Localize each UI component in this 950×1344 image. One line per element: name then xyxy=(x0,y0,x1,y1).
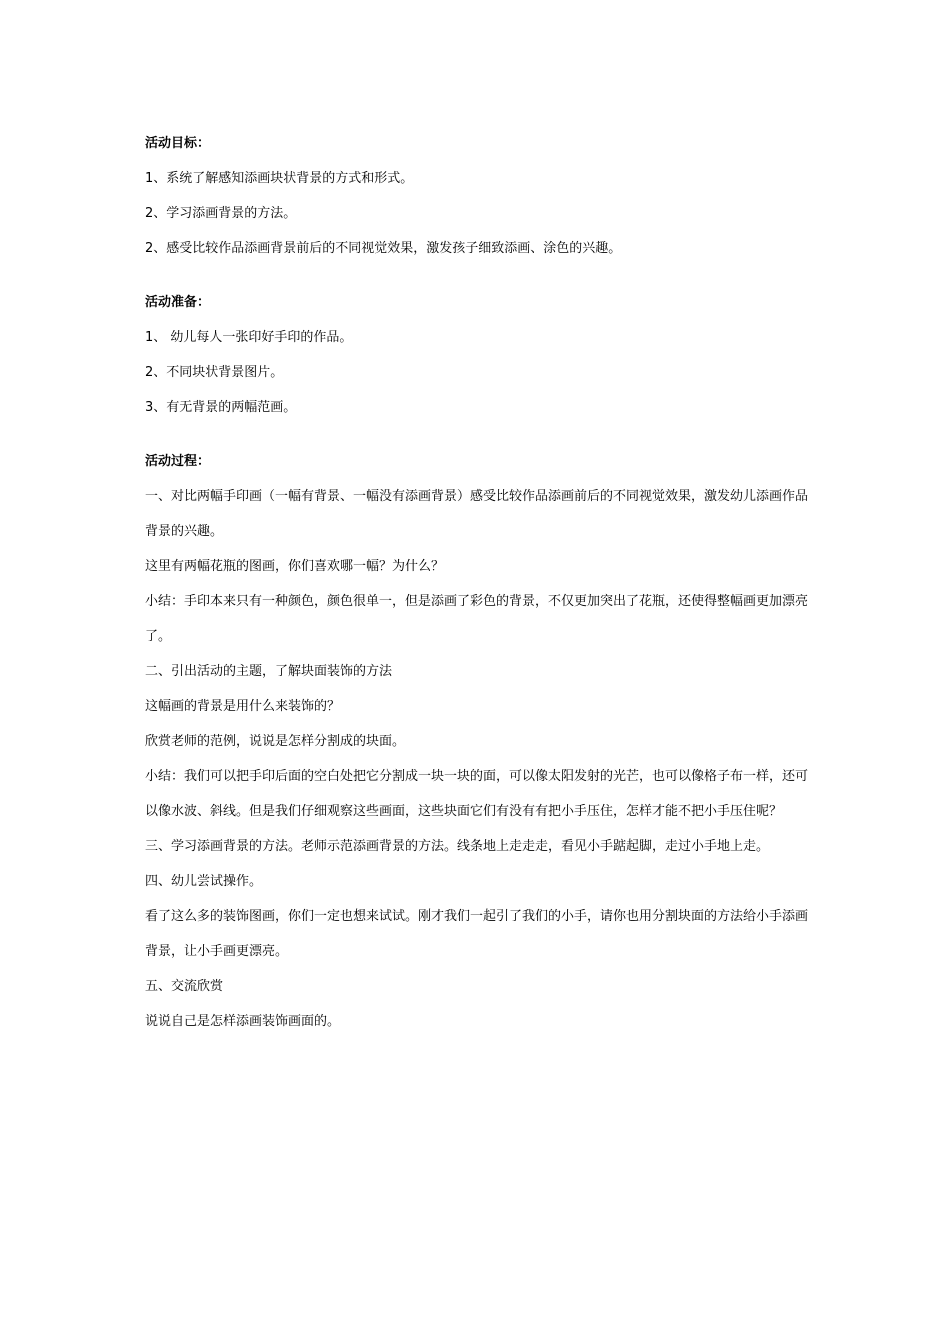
preparation-item: 2、不同块状背景图片。 xyxy=(145,365,284,380)
preparation-section xyxy=(145,285,810,425)
process-section xyxy=(145,444,810,1039)
process-paragraph: 欣赏老师的范例，说说是怎样分割成的块面。 xyxy=(145,734,406,749)
process-paragraph: 一、对比两幅手印画（一幅有背景、一幅没有添画背景）感受比较作品添画前后的不同视觉效果，激发幼儿添画作品背景的兴趣。 xyxy=(145,489,809,539)
process-heading: 活动过程： xyxy=(145,454,211,469)
process-paragraph: 小结：我们可以把手印后面的空白处把它分割成一块一块的面，可以像太阳发射的光芒，也可以像格子布一样，还可以像水波、斜线。但是我们仔细观察这些画面，这些块面它们有没有有把小手压住，怎样才能不把小手压住呢？ xyxy=(145,769,809,819)
process-paragraph: 这里有两幅花瓶的图画，你们喜欢哪一幅？为什么？ xyxy=(145,559,445,574)
process-paragraph: 这幅画的背景是用什么来装饰的？ xyxy=(145,699,341,714)
process-paragraph: 三、学习添画背景的方法。老师示范添画背景的方法。线条地上走走走，看见小手踮起脚，走过小手地上走。 xyxy=(145,839,770,854)
process-paragraph: 看了这么多的装饰图画，你们一定也想来试试。刚才我们一起引了我们的小手，请你也用分割块面的方法给小手添画背景，让小手画更漂亮。 xyxy=(145,909,809,959)
goals-item: 2、学习添画背景的方法。 xyxy=(145,206,297,221)
preparation-item: 1、 幼儿每人一张印好手印的作品。 xyxy=(145,330,353,345)
process-paragraph: 二、引出活动的主题，了解块面装饰的方法 xyxy=(145,664,393,679)
preparation-item: 3、有无背景的两幅范画。 xyxy=(145,400,297,415)
process-paragraph: 说说自己是怎样添画装饰画面的。 xyxy=(145,1014,341,1029)
goals-heading: 活动目标： xyxy=(145,136,211,151)
goals-section xyxy=(145,126,810,266)
document-body xyxy=(145,126,810,1039)
process-paragraph: 五、交流欣赏 xyxy=(145,979,224,994)
process-paragraph: 小结：手印本来只有一种颜色，颜色很单一，但是添画了彩色的背景，不仅更加突出了花瓶，还使得整幅画更加漂亮了。 xyxy=(145,594,809,644)
preparation-heading: 活动准备： xyxy=(145,295,211,310)
process-paragraph: 四、幼儿尝试操作。 xyxy=(145,874,263,889)
goals-item: 2、感受比较作品添画背景前后的不同视觉效果，激发孩子细致添画、涂色的兴趣。 xyxy=(145,241,622,256)
section-spacer xyxy=(145,266,810,285)
section-spacer xyxy=(145,425,810,444)
goals-item: 1、系统了解感知添画块状背景的方式和形式。 xyxy=(145,171,414,186)
